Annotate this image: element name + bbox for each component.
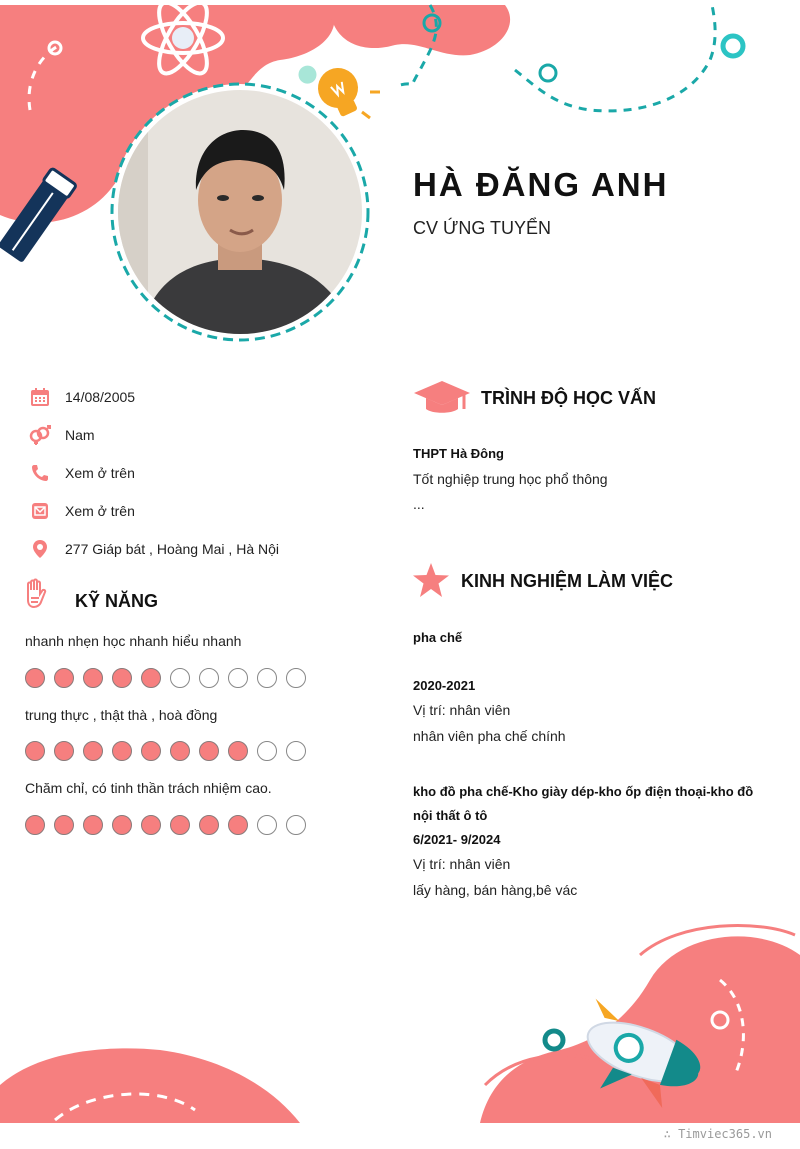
phone-icon	[28, 461, 52, 485]
job-1-company: pha chế	[413, 630, 463, 645]
location-icon	[28, 537, 52, 561]
profile-photo	[108, 80, 372, 344]
skill-label-3: Chăm chỉ, có tinh thần trách nhiệm cao.	[25, 780, 272, 796]
education-detail: Tốt nghiệp trung học phổ thông	[413, 471, 608, 487]
rating-dot-filled	[112, 741, 132, 761]
phone-row	[28, 461, 135, 485]
rating-dot-filled	[141, 741, 161, 761]
rating-dot-filled	[83, 741, 103, 761]
rating-dot-filled	[228, 815, 248, 835]
address-text: 277 Giáp bát , Hoàng Mai , Hà Nội	[65, 541, 280, 557]
rating-dot-empty	[286, 668, 306, 688]
cv-subtitle: CV ỨNG TUYỂN	[413, 218, 552, 238]
birthday-text: 14/08/2005	[65, 389, 136, 405]
birthday-row	[28, 385, 136, 409]
rating-dot-filled	[83, 815, 103, 835]
gender-row	[28, 423, 95, 447]
rating-dot-filled	[25, 668, 45, 688]
gender-icon	[28, 423, 52, 447]
rating-dot-filled	[112, 815, 132, 835]
phone-text: Xem ở trên	[65, 465, 135, 481]
rating-dot-filled	[25, 815, 45, 835]
graduation-cap-icon	[414, 381, 470, 420]
candidate-name: HÀ ĐĂNG ANH	[413, 166, 669, 203]
job-1-description: nhân viên pha chế chính	[413, 728, 566, 744]
top-blob	[330, 5, 510, 55]
email-row	[28, 499, 135, 523]
rating-dot-filled	[83, 668, 103, 688]
address-row	[28, 537, 280, 561]
rating-dot-empty	[257, 815, 277, 835]
calendar-icon	[28, 385, 52, 409]
rating-dot-filled	[54, 741, 74, 761]
rating-dot-empty	[286, 741, 306, 761]
rating-dot-empty	[257, 668, 277, 688]
rating-dot-filled	[54, 815, 74, 835]
job-2-description: lấy hàng, bán hàng,bê vác	[413, 882, 578, 898]
education-title: TRÌNH ĐỘ HỌC VẤN	[481, 388, 656, 408]
rating-dot-filled	[54, 668, 74, 688]
job-2-company-line-2: nội thất ô tô	[413, 808, 488, 823]
gender-text: Nam	[65, 427, 95, 443]
rating-dot-filled	[141, 668, 161, 688]
job-2-company-line-1: kho đồ pha chế-Kho giày dép-kho ốp điện thoại-kho đồ	[413, 784, 754, 799]
watermark: ∴ Timviec365.vn	[663, 1127, 772, 1141]
star-icon	[413, 563, 449, 602]
email-text: Xem ở trên	[65, 503, 135, 519]
skill-label-2: trung thực , thật thà , hoà đồng	[25, 707, 218, 723]
job-1-position: Vị trí: nhân viên	[413, 702, 511, 718]
rating-dot-filled	[228, 741, 248, 761]
rating-dot-filled	[199, 815, 219, 835]
skill-label-1: nhanh nhẹn học nhanh hiểu nhanh	[25, 633, 242, 649]
skill-rating-3	[25, 815, 306, 835]
rating-dot-empty	[199, 668, 219, 688]
rating-dot-filled	[199, 741, 219, 761]
experience-title: KINH NGHIỆM LÀM VIỆC	[461, 571, 674, 591]
rating-dot-empty	[257, 741, 277, 761]
rating-dot-filled	[25, 741, 45, 761]
rating-dot-filled	[112, 668, 132, 688]
rating-dot-empty	[286, 815, 306, 835]
job-2-period: 6/2021- 9/2024	[413, 832, 501, 847]
rating-dot-filled	[141, 815, 161, 835]
rating-dot-empty	[170, 668, 190, 688]
rating-dot-empty	[228, 668, 248, 688]
profile-photo-frame	[108, 80, 372, 344]
education-school: THPT Hà Đông	[413, 446, 504, 461]
job-1-period: 2020-2021	[413, 678, 476, 693]
hand-icon	[23, 578, 49, 615]
job-2-position: Vị trí: nhân viên	[413, 856, 511, 872]
skills-title: KỸ NĂNG	[75, 591, 159, 611]
bottom-left-blob	[0, 1048, 300, 1123]
email-icon	[28, 499, 52, 523]
education-more: ...	[413, 496, 425, 512]
rating-dot-filled	[170, 741, 190, 761]
skill-rating-2	[25, 741, 306, 761]
skill-rating-1	[25, 668, 306, 688]
rating-dot-filled	[170, 815, 190, 835]
